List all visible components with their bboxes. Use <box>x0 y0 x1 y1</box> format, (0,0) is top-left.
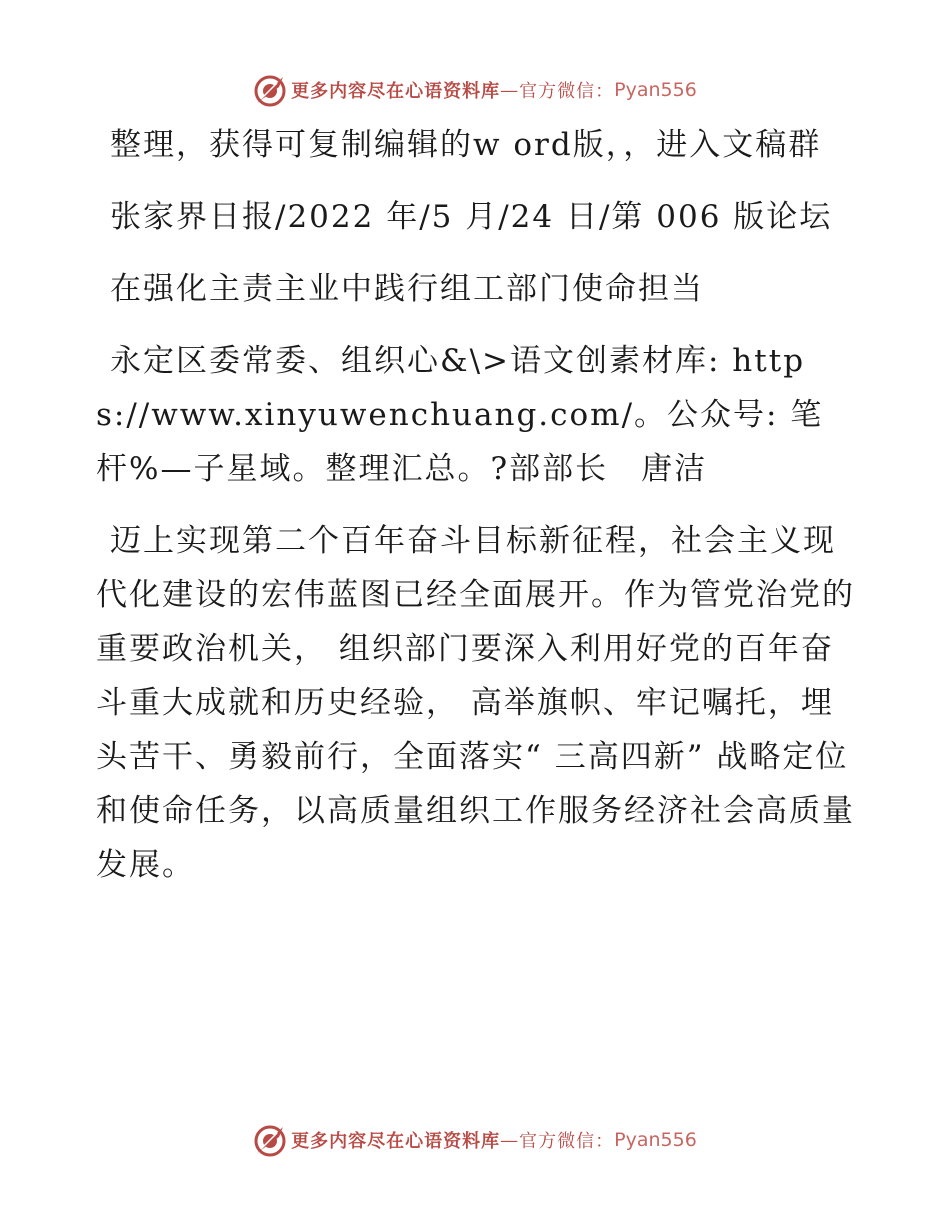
banner-wechat-id: Pyan556 <box>614 1129 697 1151</box>
banner-wechat-label: 官方微信： <box>519 1131 615 1152</box>
footer-watermark-banner <box>0 1120 950 1160</box>
intro-paragraph: 整理，获得可复制编辑的w ord版，，进入文稿群 <box>110 127 822 163</box>
banner-dash: — <box>500 1129 520 1151</box>
banner-dash: — <box>500 79 520 101</box>
document-body <box>96 118 856 910</box>
banner-wechat-id: Pyan556 <box>614 79 697 101</box>
source-line: 张家界日报/2022 年/5 月/24 日/第 006 版论坛 <box>110 199 833 235</box>
banner-slogan: 更多内容尽在心语资料库 <box>291 81 501 102</box>
article-title: 在强化主责主业中践行组工部门使命担当 <box>110 271 704 307</box>
author-line: 永定区委常委、组织心&\>语文创素材库: https://www.xinyuwenchuang.com/。公众号: 笔杆%—子星域。整理汇总。?部部长 唐洁 <box>96 343 824 487</box>
banner-slogan: 更多内容尽在心语资料库 <box>291 1131 501 1152</box>
header-watermark-banner <box>0 70 950 110</box>
quill-logo-icon <box>253 1123 287 1157</box>
body-paragraph: 迈上实现第二个百年奋斗目标新征程，社会主义现代化建设的宏伟蓝图已经全面展开。作为管党治党的重要政治机关， 组织部门要深入利用好党的百年奋斗重大成就和历史经验， 高举旗帜、牢记嘱托，埋头苦干、勇毅前行，全面落实“ 三高四新” 战略定位和使命任务，以高质量组织工作服务经济社会高质量发展。 <box>96 523 855 883</box>
quill-logo-icon <box>253 73 287 107</box>
banner-wechat-label: 官方微信： <box>519 81 615 102</box>
